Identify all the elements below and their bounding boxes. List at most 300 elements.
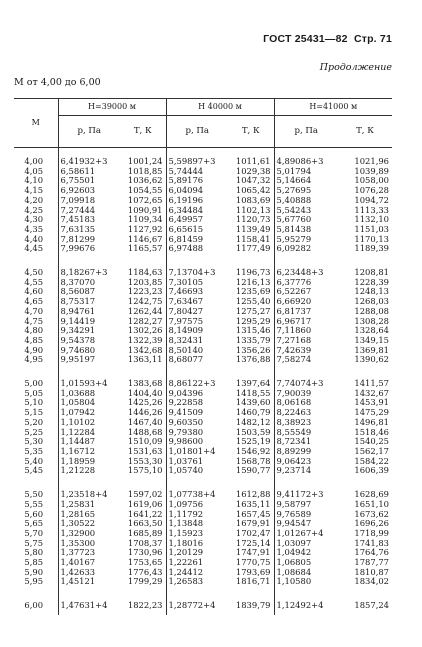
pressure-cell: 1,03097 (274, 539, 338, 549)
pressure-cell: 6,34484 (166, 206, 228, 216)
pressure-cell: 1,07942 (58, 408, 120, 418)
table-row (14, 577, 392, 587)
pressure-cell: 4,89086+3 (274, 157, 338, 167)
pressure-cell: 7,09918 (58, 196, 120, 206)
temperature-cell: 1404,40 (127, 388, 163, 398)
table-row (14, 307, 392, 317)
table-row (14, 355, 392, 365)
table-row (14, 418, 392, 428)
table-row (14, 428, 392, 438)
temperature-cell: 1651,10 (354, 499, 390, 509)
pressure-cell: 7,11860 (274, 326, 338, 336)
table-row (14, 568, 392, 578)
pressure-cell: 8,56087 (58, 287, 120, 297)
block-spacer (14, 254, 392, 268)
pressure-cell: 9,14419 (58, 317, 120, 327)
mach-cell: 5,60 (14, 510, 58, 520)
temperature-cell: 1488,68 (127, 427, 163, 437)
pressure-cell: 9,95197 (58, 355, 120, 365)
temperature-cell: 1369,81 (354, 345, 390, 355)
pressure-cell: 1,21228 (58, 466, 120, 476)
pressure-cell: 1,30522 (58, 519, 120, 529)
pressure-cell: 7,63135 (58, 225, 120, 235)
pressure-cell: 1,28165 (58, 510, 120, 520)
table-row (14, 558, 392, 568)
pressure-cell: 9,79380 (166, 428, 228, 438)
temperature-cell: 1288,08 (354, 306, 390, 316)
mach-cell: 5,90 (14, 568, 58, 578)
table-body (14, 148, 392, 615)
range-label: М от 4,00 до 6,00 (14, 77, 101, 88)
pressure-cell: 8,72341 (274, 437, 338, 447)
pressure-cell: 1,10102 (58, 418, 120, 428)
temperature-cell: 1730,96 (127, 548, 163, 558)
temperature-cell: 1834,02 (354, 577, 390, 587)
pressure-cell: 5,14664 (274, 176, 338, 186)
pressure-cell: 1,40167 (58, 558, 120, 568)
pressure-cell: 6,81737 (274, 307, 338, 317)
temperature-cell: 1696,26 (354, 519, 390, 529)
temperature-cell: 1612,88 (235, 490, 271, 500)
table-row (14, 510, 392, 520)
pressure-cell: 5,59897+3 (166, 157, 228, 167)
pressure-cell: 6,58611 (58, 167, 120, 177)
temperature-cell: 1816,71 (235, 577, 271, 587)
pressure-cell: 1,18016 (166, 539, 228, 549)
temperature-cell: 1322,39 (127, 335, 163, 345)
temperature-cell: 1083,69 (235, 195, 271, 205)
temperature-cell: 1235,69 (235, 287, 271, 297)
temperature-cell: 1546,92 (235, 446, 271, 456)
temperature-cell: 1054,55 (127, 186, 163, 196)
temperature-cell: 1718,99 (354, 528, 390, 538)
mach-cell: 4,55 (14, 278, 58, 288)
pressure-cell: 9,34291 (58, 326, 120, 336)
temperature-cell: 1349,15 (354, 335, 390, 345)
table-row (14, 287, 392, 297)
mach-cell: 5,20 (14, 418, 58, 428)
pressure-cell: 7,80427 (166, 307, 228, 317)
page-number: Стр. 71 (353, 33, 392, 45)
temperature-cell: 1822,23 (127, 601, 163, 611)
temperature-cell: 1356,26 (235, 345, 271, 355)
temperature-cell: 1065,42 (235, 186, 271, 196)
pressure-cell: 1,16712 (58, 447, 120, 457)
temperature-cell: 1657,45 (235, 509, 271, 519)
temperature-cell: 1525,19 (235, 437, 271, 447)
temperature-cell: 1113,33 (354, 205, 390, 215)
pressure-cell: 8,06168 (274, 398, 338, 408)
mach-cell: 5,35 (14, 447, 58, 457)
temperature-cell: 1839,79 (235, 601, 271, 611)
mach-cell: 4,45 (14, 244, 58, 254)
table-row (14, 206, 392, 216)
temperature-cell: 1747,91 (235, 548, 271, 558)
temperature-cell: 1018,85 (127, 166, 163, 176)
temperature-cell: 1216,13 (235, 277, 271, 287)
temperature-cell: 1446,26 (127, 408, 163, 418)
table-row (14, 235, 392, 245)
pressure-cell: 1,12492+4 (274, 601, 338, 615)
pressure-cell: 1,47631+4 (58, 601, 120, 615)
temperature-cell: 1439,60 (235, 398, 271, 408)
temperature-column-header: Т, К (338, 116, 392, 148)
standard-number: ГОСТ 25431—82 (263, 33, 348, 45)
temperature-cell: 1793,69 (235, 567, 271, 577)
table-row (14, 490, 392, 500)
temperature-cell: 1248,13 (354, 287, 390, 297)
pressure-cell: 6,19196 (166, 196, 228, 206)
table-row (14, 336, 392, 346)
temperature-cell: 1282,27 (127, 316, 163, 326)
pressure-cell: 8,14909 (166, 326, 228, 336)
pressure-cell: 9,06423 (274, 457, 338, 467)
mach-column-header: М (14, 99, 58, 148)
pressure-cell: 1,01593+4 (58, 379, 120, 389)
pressure-cell: 1,35300 (58, 539, 120, 549)
mach-cell: 5,45 (14, 466, 58, 476)
temperature-cell: 1109,34 (127, 215, 163, 225)
table-row (14, 437, 392, 447)
pressure-cell: 7,58274 (274, 355, 338, 365)
temperature-column-header: Т, К (228, 116, 274, 148)
temperature-cell: 1432,67 (354, 388, 390, 398)
pressure-cell: 1,12284 (58, 428, 120, 438)
temperature-cell: 1203,85 (127, 277, 163, 287)
table-row (14, 278, 392, 288)
pressure-cell: 1,15923 (166, 529, 228, 539)
table-row (14, 225, 392, 235)
temperature-cell: 1575,10 (127, 466, 163, 476)
temperature-cell: 1001,24 (127, 157, 163, 166)
temperature-cell: 1590,77 (235, 466, 271, 476)
table-row (14, 539, 392, 549)
pressure-cell: 6,96717 (274, 317, 338, 327)
pressure-cell: 1,13848 (166, 519, 228, 529)
pressure-cell: 8,38923 (274, 418, 338, 428)
pressure-cell: 6,65615 (166, 225, 228, 235)
pressure-cell: 1,23518+4 (58, 490, 120, 500)
table-row (14, 466, 392, 476)
temperature-cell: 1753,65 (127, 558, 163, 568)
temperature-cell: 1702,47 (235, 528, 271, 538)
temperature-cell: 1146,67 (127, 234, 163, 244)
temperature-cell: 1510,09 (127, 437, 163, 447)
mach-cell: 4,80 (14, 326, 58, 336)
pressure-cell: 6,52267 (274, 287, 338, 297)
pressure-cell: 7,63467 (166, 297, 228, 307)
pressure-cell: 1,18959 (58, 457, 120, 467)
table-row (14, 268, 392, 278)
pressure-cell: 1,01267+4 (274, 529, 338, 539)
pressure-cell: 7,99676 (58, 244, 120, 254)
mach-cell: 4,60 (14, 287, 58, 297)
table-row (14, 408, 392, 418)
pressure-cell: 6,92603 (58, 186, 120, 196)
pressure-cell: 7,13704+3 (166, 268, 228, 278)
pressure-cell: 8,86122+3 (166, 379, 228, 389)
mach-cell: 5,30 (14, 437, 58, 447)
mach-cell: 4,95 (14, 355, 58, 365)
temperature-cell: 1223,23 (127, 287, 163, 297)
temperature-cell: 1363,11 (127, 355, 163, 365)
temperature-column-header: Т, К (120, 116, 166, 148)
mach-cell: 4,35 (14, 225, 58, 235)
mach-cell: 4,30 (14, 215, 58, 225)
temperature-cell: 1518,46 (354, 427, 390, 437)
temperature-cell: 1628,69 (354, 490, 390, 500)
temperature-cell: 1503,59 (235, 427, 271, 437)
pressure-cell: 6,41932+3 (58, 157, 120, 167)
pressure-cell: 9,04396 (166, 389, 228, 399)
temperature-cell: 1302,26 (127, 326, 163, 336)
temperature-cell: 1584,22 (354, 456, 390, 466)
temperature-cell: 1787,77 (354, 558, 390, 568)
temperature-cell: 1540,25 (354, 437, 390, 447)
temperature-cell: 1102,13 (235, 205, 271, 215)
temperature-cell: 1663,50 (127, 519, 163, 529)
pressure-cell: 7,27168 (274, 336, 338, 346)
pressure-cell: 6,09282 (274, 244, 338, 254)
pressure-cell: 7,74074+3 (274, 379, 338, 389)
mach-cell: 4,75 (14, 317, 58, 327)
temperature-cell: 1127,92 (127, 224, 163, 234)
pressure-cell: 1,07738+4 (166, 490, 228, 500)
temperature-cell: 1072,65 (127, 195, 163, 205)
pressure-cell: 8,75317 (58, 297, 120, 307)
temperature-cell: 1635,11 (235, 499, 271, 509)
pressure-cell: 1,26583 (166, 577, 228, 587)
mach-cell: 5,10 (14, 398, 58, 408)
pressure-cell: 5,01794 (274, 167, 338, 177)
mach-cell: 4,20 (14, 196, 58, 206)
table-row (14, 167, 392, 177)
mach-cell: 5,15 (14, 408, 58, 418)
temperature-cell: 1810,87 (354, 567, 390, 577)
table-row (14, 186, 392, 196)
mach-cell: 5,50 (14, 490, 58, 500)
pressure-cell: 1,20129 (166, 548, 228, 558)
pressure-cell: 5,89176 (166, 176, 228, 186)
mach-cell: 5,95 (14, 577, 58, 587)
table-row (14, 244, 392, 254)
temperature-cell: 1708,37 (127, 538, 163, 548)
temperature-cell: 1011,61 (235, 157, 271, 166)
temperature-cell: 1184,63 (127, 268, 163, 278)
table-row (14, 548, 392, 558)
pressure-cell: 9,60350 (166, 418, 228, 428)
temperature-cell: 1058,00 (354, 176, 390, 186)
table-row (14, 398, 392, 408)
pressure-cell: 1,05804 (58, 398, 120, 408)
pressure-cell: 8,89299 (274, 447, 338, 457)
pressure-cell: 1,06805 (274, 558, 338, 568)
pressure-cell: 1,03688 (58, 389, 120, 399)
pressure-cell: 1,08684 (274, 568, 338, 578)
mach-cell: 5,75 (14, 539, 58, 549)
temperature-cell: 1764,76 (354, 548, 390, 558)
pressure-cell: 1,14487 (58, 437, 120, 447)
temperature-cell: 1460,79 (235, 408, 271, 418)
mach-cell: 6,00 (14, 601, 58, 615)
pressure-cell: 1,24412 (166, 568, 228, 578)
pressure-cell: 7,27444 (58, 206, 120, 216)
temperature-cell: 1342,68 (127, 345, 163, 355)
temperature-cell: 1262,44 (127, 306, 163, 316)
pressure-cell: 9,94547 (274, 519, 338, 529)
temperature-cell: 1315,46 (235, 326, 271, 336)
pressure-cell: 9,41172+3 (274, 490, 338, 500)
temperature-cell: 1170,13 (354, 234, 390, 244)
table-row (14, 317, 392, 327)
mach-cell: 5,70 (14, 529, 58, 539)
altitude-group-header: Н=39000 м (58, 99, 166, 116)
mach-cell: 5,55 (14, 500, 58, 510)
temperature-cell: 1021,96 (354, 157, 390, 166)
table-row (14, 601, 392, 615)
temperature-cell: 1335,79 (235, 335, 271, 345)
table-row (14, 447, 392, 457)
block-spacer (14, 476, 392, 490)
mach-cell: 5,80 (14, 548, 58, 558)
pressure-cell: 1,25831 (58, 500, 120, 510)
altitude-group-header: Н 40000 м (166, 99, 274, 116)
pressure-cell: 5,67760 (274, 215, 338, 225)
pressure-cell: 9,98600 (166, 437, 228, 447)
pressure-cell: 9,22858 (166, 398, 228, 408)
table-row (14, 457, 392, 467)
table-row (14, 297, 392, 307)
temperature-cell: 1390,62 (354, 355, 390, 365)
temperature-cell: 1685,89 (127, 528, 163, 538)
table-row (14, 529, 392, 539)
temperature-cell: 1496,81 (354, 417, 390, 427)
block-spacer (14, 365, 392, 379)
temperature-cell: 1679,91 (235, 519, 271, 529)
pressure-cell: 7,97575 (166, 317, 228, 327)
pressure-cell: 1,04942 (274, 548, 338, 558)
mach-cell: 4,25 (14, 206, 58, 216)
temperature-cell: 1029,38 (235, 166, 271, 176)
mach-cell: 4,15 (14, 186, 58, 196)
temperature-cell: 1132,10 (354, 215, 390, 225)
pressure-cell: 8,94761 (58, 307, 120, 317)
pressure-cell: 6,66920 (274, 297, 338, 307)
temperature-cell: 1425,26 (127, 398, 163, 408)
mach-cell: 4,50 (14, 268, 58, 278)
table-row (14, 157, 392, 167)
pressure-cell: 6,97488 (166, 244, 228, 254)
mach-cell: 4,40 (14, 235, 58, 245)
temperature-cell: 1208,81 (354, 268, 390, 278)
table-row (14, 196, 392, 206)
pressure-cell: 1,28772+4 (166, 601, 228, 615)
mach-cell: 5,05 (14, 389, 58, 399)
table-row (14, 389, 392, 399)
pressure-cell: 9,58797 (274, 500, 338, 510)
pressure-cell: 5,54243 (274, 206, 338, 216)
pressure-cell: 7,81299 (58, 235, 120, 245)
pressure-cell: 8,18267+3 (58, 268, 120, 278)
temperature-cell: 1383,68 (127, 379, 163, 389)
pressure-cell: 7,45183 (58, 215, 120, 225)
pressure-cell: 5,40888 (274, 196, 338, 206)
temperature-cell: 1673,62 (354, 509, 390, 519)
pressure-cell: 1,03761 (166, 457, 228, 467)
mach-cell: 4,70 (14, 307, 58, 317)
mach-cell: 5,40 (14, 457, 58, 467)
mach-cell: 4,85 (14, 336, 58, 346)
temperature-cell: 1799,29 (127, 577, 163, 587)
pressure-cell: 1,09756 (166, 500, 228, 510)
temperature-cell: 1453,91 (354, 398, 390, 408)
temperature-cell: 1619,06 (127, 499, 163, 509)
pressure-cell: 9,74680 (58, 346, 120, 356)
temperature-cell: 1328,64 (354, 326, 390, 336)
pressure-cell: 1,32900 (58, 529, 120, 539)
mach-cell: 4,00 (14, 157, 58, 167)
table-row (14, 379, 392, 389)
pressure-cell: 8,37070 (58, 278, 120, 288)
mach-cell: 5,85 (14, 558, 58, 568)
pressure-cell: 8,22463 (274, 408, 338, 418)
temperature-cell: 1228,39 (354, 277, 390, 287)
temperature-cell: 1039,89 (354, 166, 390, 176)
table-row (14, 519, 392, 529)
pressure-column-header: р, Па (166, 116, 228, 148)
pressure-cell: 6,04094 (166, 186, 228, 196)
temperature-cell: 1158,41 (235, 234, 271, 244)
temperature-cell: 1090,91 (127, 205, 163, 215)
pressure-cell: 1,11792 (166, 510, 228, 520)
atmosphere-table (14, 98, 392, 615)
temperature-cell: 1376,88 (235, 355, 271, 365)
temperature-cell: 1177,49 (235, 244, 271, 254)
pressure-cell: 1,01801+4 (166, 447, 228, 457)
pressure-cell: 6,75501 (58, 176, 120, 186)
temperature-cell: 1776,43 (127, 567, 163, 577)
altitude-group-header: Н=41000 м (274, 99, 392, 116)
block-spacer (14, 587, 392, 601)
temperature-cell: 1094,72 (354, 195, 390, 205)
temperature-cell: 1275,27 (235, 306, 271, 316)
pressure-column-header: р, Па (274, 116, 338, 148)
temperature-cell: 1036,62 (127, 176, 163, 186)
temperature-cell: 1255,40 (235, 297, 271, 307)
page-header (263, 33, 392, 45)
pressure-cell: 1,42633 (58, 568, 120, 578)
temperature-cell: 1397,64 (235, 379, 271, 389)
table-row (14, 176, 392, 186)
pressure-cell: 5,74444 (166, 167, 228, 177)
pressure-cell: 1,37723 (58, 548, 120, 558)
pressure-cell: 6,23448+3 (274, 268, 338, 278)
temperature-cell: 1139,49 (235, 224, 271, 234)
mach-cell: 4,10 (14, 176, 58, 186)
pressure-cell: 7,46693 (166, 287, 228, 297)
mach-cell: 5,65 (14, 519, 58, 529)
mach-cell: 5,00 (14, 379, 58, 389)
mach-cell: 4,05 (14, 167, 58, 177)
temperature-cell: 1562,17 (354, 446, 390, 456)
temperature-cell: 1076,28 (354, 186, 390, 196)
temperature-cell: 1641,22 (127, 509, 163, 519)
temperature-cell: 1308,28 (354, 316, 390, 326)
pressure-cell: 7,90039 (274, 389, 338, 399)
temperature-cell: 1189,39 (354, 244, 390, 254)
pressure-column-header: р, Па (58, 116, 120, 148)
table-row (14, 346, 392, 356)
